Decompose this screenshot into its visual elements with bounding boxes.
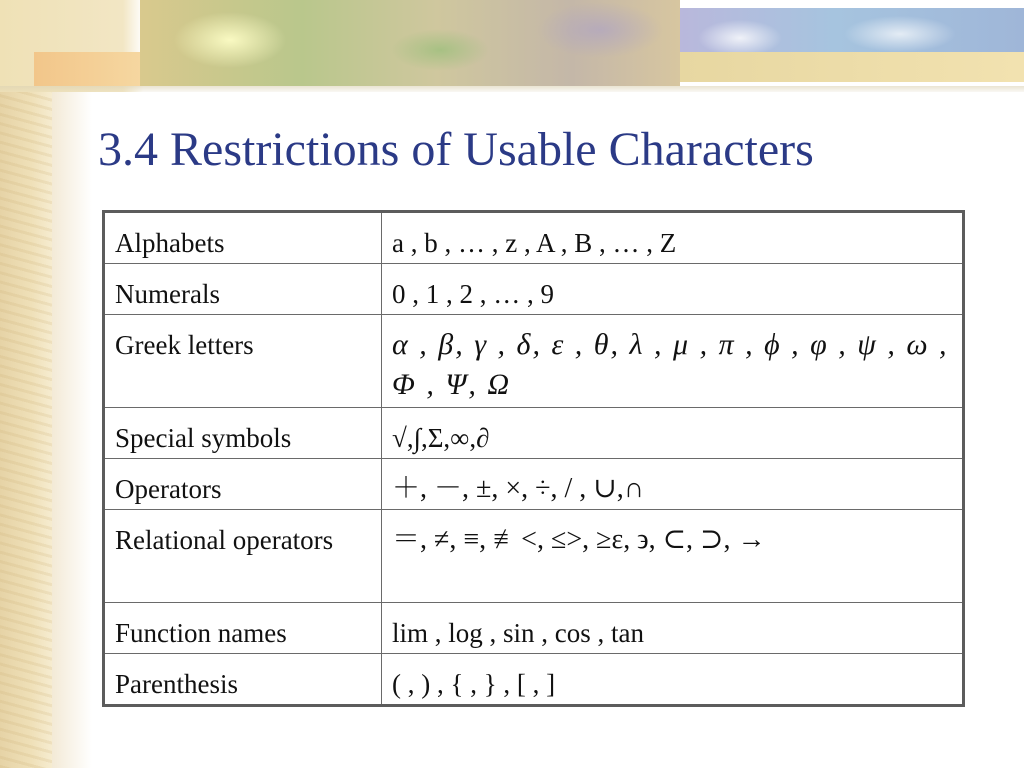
table-row xyxy=(104,408,964,459)
category-cell: Greek letters xyxy=(104,315,382,408)
banner-tile xyxy=(680,52,1024,82)
banner-shadow xyxy=(0,86,1024,92)
decorative-top-banner xyxy=(0,0,1024,92)
characters-cell: 0 , 1 , 2 , … , 9 xyxy=(382,264,964,315)
characters-cell: ＝, ≠, ≡, ≢<, ≤>, ≥ε, ϶, ⊂, ⊃, → xyxy=(382,510,964,603)
category-cell: Function names xyxy=(104,603,382,654)
characters-cell: α , β, γ , δ, ε , θ, λ , μ , π , ϕ , φ , ψ , ω , Φ , Ψ, Ω xyxy=(382,315,964,408)
table-row xyxy=(104,654,964,706)
characters-table xyxy=(102,210,965,707)
category-cell: Operators xyxy=(104,459,382,510)
slide-title: 3.4 Restrictions of Usable Characters xyxy=(98,123,814,176)
banner-tile xyxy=(140,0,680,86)
category-cell: Relational operators xyxy=(104,510,382,603)
category-cell: Special symbols xyxy=(104,408,382,459)
table-row xyxy=(104,212,964,264)
characters-cell: a , b , … , z , A , B , … , Z xyxy=(382,212,964,264)
banner-tile xyxy=(34,52,154,86)
decorative-left-strip xyxy=(0,0,52,768)
table-row xyxy=(104,459,964,510)
table-row xyxy=(104,603,964,654)
category-cell: Numerals xyxy=(104,264,382,315)
table-row xyxy=(104,315,964,408)
decorative-left-fade xyxy=(52,0,92,768)
characters-cell: lim , log , sin , cos , tan xyxy=(382,603,964,654)
table-row xyxy=(104,264,964,315)
table-row xyxy=(104,510,964,603)
characters-cell: ＋, －, ±, ×, ÷, / , ∪,∩ xyxy=(382,459,964,510)
category-cell: Alphabets xyxy=(104,212,382,264)
category-cell: Parenthesis xyxy=(104,654,382,706)
characters-cell: ( , ) , { , } , [ , ] xyxy=(382,654,964,706)
characters-cell: √,∫,Σ,∞,∂ xyxy=(382,408,964,459)
